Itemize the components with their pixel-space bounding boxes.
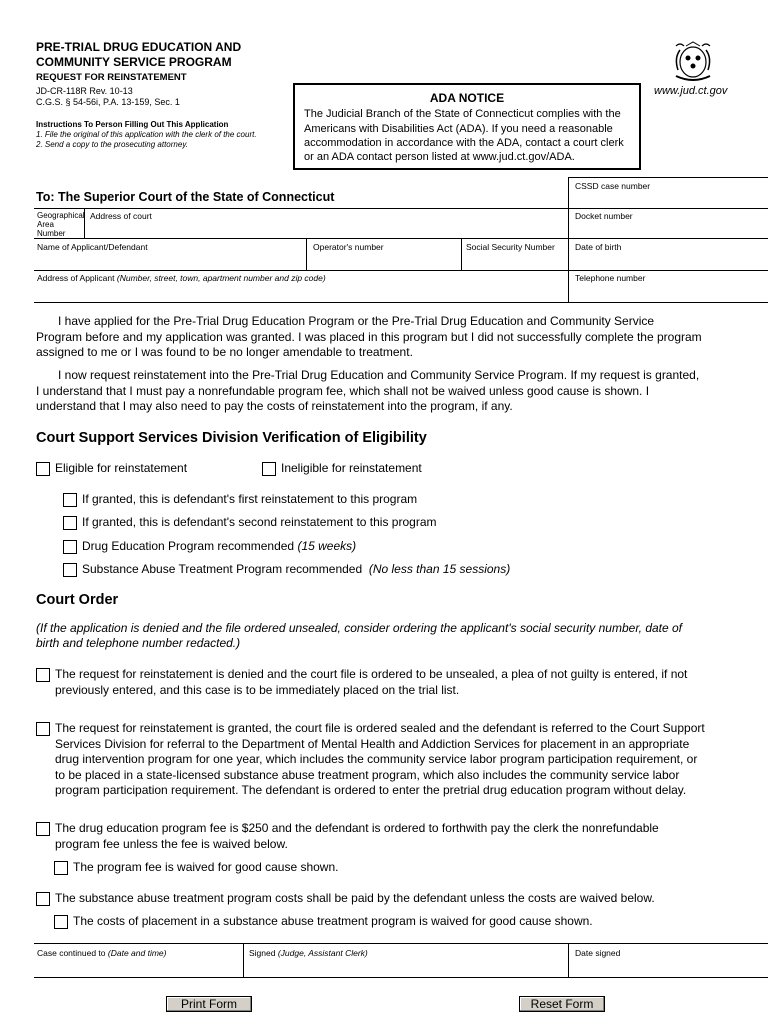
docket-number-field[interactable]: [574, 222, 764, 236]
ssn-label: Social Security Number: [466, 242, 555, 252]
treatment-costs-label: The substance abuse treatment program costs shall be paid by the defendant unless the costs are waived below.: [55, 891, 655, 905]
date-of-birth-label: Date of birth: [575, 242, 622, 252]
granted-line4: to be placed in a state-licensed substance abuse treatment program, which also includes the community service labor: [55, 768, 680, 782]
to-superior-court: To: The Superior Court of the State of Connecticut: [36, 190, 335, 204]
ada-notice-line4: or an ADA contact person listed at www.jud.ct.gov/ADA.: [304, 151, 575, 163]
ga-label-2: Area: [37, 220, 54, 229]
denied-checkbox[interactable]: [36, 668, 50, 682]
first-reinstatement-label: If granted, this is defendant's first reinstatement to this program: [82, 492, 418, 506]
statute-reference: C.G.S. § 54-56i, P.A. 13-159, Sec. 1: [36, 97, 180, 107]
cssd-case-number-field[interactable]: [574, 193, 764, 207]
print-form-button[interactable]: Print Form: [166, 996, 252, 1012]
case-continued-field[interactable]: [37, 960, 237, 974]
statement-p1-line3: assigned to me or I was found to be no longer amendable to treatment.: [36, 345, 413, 359]
telephone-number-label: Telephone number: [575, 273, 646, 283]
program-fee-checkbox[interactable]: [36, 822, 50, 836]
date-signed-field[interactable]: [574, 960, 764, 974]
statement-p2-line3: understand that I may also need to pay the costs of reinstatement into the program, if any.: [36, 399, 513, 413]
court-order-note-line1: (If the application is denied and the file ordered unsealed, consider ordering the applicant's social security number, date of: [36, 621, 683, 635]
substance-abuse-label: Substance Abuse Treatment Program recommended (No less than 15 sessions): [82, 562, 511, 576]
granted-line3: drug intervention program for one year, which includes the community service labor program participation requirement, or: [55, 752, 698, 766]
denied-line2: previously entered, and this case is to be immediately placed on the trial list.: [55, 683, 460, 697]
website-link[interactable]: www.jud.ct.gov: [654, 85, 728, 97]
statement-p2-line2: I understand that I must pay a nonrefundable program fee, which shall not be waived unless good cause is shown. I: [36, 384, 650, 398]
program-fee-line2: program fee unless the fee is waived below.: [55, 837, 288, 851]
state-seal-icon: [668, 38, 718, 86]
ineligible-checkbox[interactable]: [262, 462, 276, 476]
substance-abuse-checkbox[interactable]: [63, 563, 77, 577]
program-fee-line1: The drug education program fee is $250 and the defendant is ordered to forthwith pay the clerk the nonrefundable: [55, 821, 659, 835]
form-number: JD-CR-118R Rev. 10-13: [36, 86, 133, 96]
form-title-line2: COMMUNITY SERVICE PROGRAM: [36, 55, 232, 69]
granted-line1: The request for reinstatement is granted, the court file is ordered sealed and the defendant is referred to the Court Support: [55, 721, 705, 735]
first-reinstatement-checkbox[interactable]: [63, 493, 77, 507]
court-address-label: Address of court: [90, 211, 152, 221]
ada-notice-line1: The Judicial Branch of the State of Connecticut complies with the: [304, 108, 621, 120]
eligible-label: Eligible for reinstatement: [55, 461, 188, 475]
ga-label-1: Geographical: [37, 211, 85, 220]
second-reinstatement-checkbox[interactable]: [63, 516, 77, 530]
ssn-field[interactable]: [466, 254, 564, 268]
fee-waived-checkbox[interactable]: [54, 861, 68, 875]
court-order-heading: Court Order: [36, 592, 119, 608]
ga-label-3: Number: [37, 229, 66, 238]
instruction-2: 2. Send a copy to the prosecuting attorney.: [36, 140, 188, 149]
drug-education-checkbox[interactable]: [63, 540, 77, 554]
cssd-case-number-label: CSSD case number: [575, 181, 651, 191]
applicant-name-field[interactable]: [37, 254, 302, 268]
date-of-birth-field[interactable]: [574, 254, 764, 268]
applicant-name-label: Name of Applicant/Defendant: [37, 242, 148, 252]
docket-number-label: Docket number: [575, 211, 633, 221]
statement-p2-line1: I now request reinstatement into the Pre-Trial Drug Education and Community Service Program. If my request is granted,: [58, 368, 700, 382]
reset-form-button[interactable]: Reset Form: [519, 996, 605, 1012]
court-address-field[interactable]: [90, 222, 560, 236]
ineligible-label: Ineligible for reinstatement: [281, 461, 422, 475]
drug-education-label: Drug Education Program recommended (15 weeks): [82, 539, 357, 553]
applicant-address-field[interactable]: [37, 285, 562, 299]
granted-line5: program participation requirement. The defendant is ordered to enter the pretrial drug education program without delay.: [55, 783, 687, 797]
granted-line2: Services Division for referral to the Department of Mental Health and Addiction Services for placement in an appropriate: [55, 737, 690, 751]
csd-verification-heading: Court Support Services Division Verification of Eligibility: [36, 430, 427, 446]
telephone-number-field[interactable]: [574, 285, 764, 299]
costs-waived-checkbox[interactable]: [54, 915, 68, 929]
case-continued-label: Case continued to (Date and time): [37, 948, 167, 958]
granted-checkbox[interactable]: [36, 722, 50, 736]
instructions-title: Instructions To Person Filling Out This Application: [36, 120, 229, 129]
operators-number-label: Operator's number: [313, 242, 384, 252]
instruction-1: 1. File the original of this application with the clerk of the court.: [36, 130, 257, 139]
ada-notice-line3: accommodation in accordance with the ADA, contact a court clerk: [304, 137, 624, 149]
denied-line1: The request for reinstatement is denied and the court file is ordered to be unsealed, a plea of not guilty is entered, if not: [55, 667, 688, 681]
statement-p1-line1: I have applied for the Pre-Trial Drug Education Program or the Pre-Trial Drug Education and Community Service: [58, 314, 655, 328]
operators-number-field[interactable]: [313, 254, 457, 268]
court-order-note-line2: birth and telephone number redacted.): [36, 636, 241, 650]
eligible-checkbox[interactable]: [36, 462, 50, 476]
date-signed-label: Date signed: [575, 948, 621, 958]
treatment-costs-checkbox[interactable]: [36, 892, 50, 906]
statement-p1-line2: Program before and my application was granted. I was placed in this program but I did not successfully complete the program: [36, 330, 702, 344]
signature-field[interactable]: [249, 960, 563, 974]
costs-waived-label: The costs of placement in a substance abuse treatment program is waived for good cause shown.: [73, 914, 593, 928]
ada-notice-line2: Americans with Disabilities Act (ADA). If you need a reasonable: [304, 123, 613, 135]
form-title-line1: PRE-TRIAL DRUG EDUCATION AND: [36, 40, 242, 54]
fee-waived-label: The program fee is waived for good cause shown.: [73, 860, 339, 874]
second-reinstatement-label: If granted, this is defendant's second reinstatement to this program: [82, 515, 437, 529]
ada-notice-title: ADA NOTICE: [429, 91, 505, 105]
signed-label: Signed (Judge, Assistant Clerk): [249, 948, 368, 958]
applicant-address-label: Address of Applicant (Number, street, town, apartment number and zip code): [37, 273, 326, 283]
form-subtitle: REQUEST FOR REINSTATEMENT: [36, 72, 187, 83]
